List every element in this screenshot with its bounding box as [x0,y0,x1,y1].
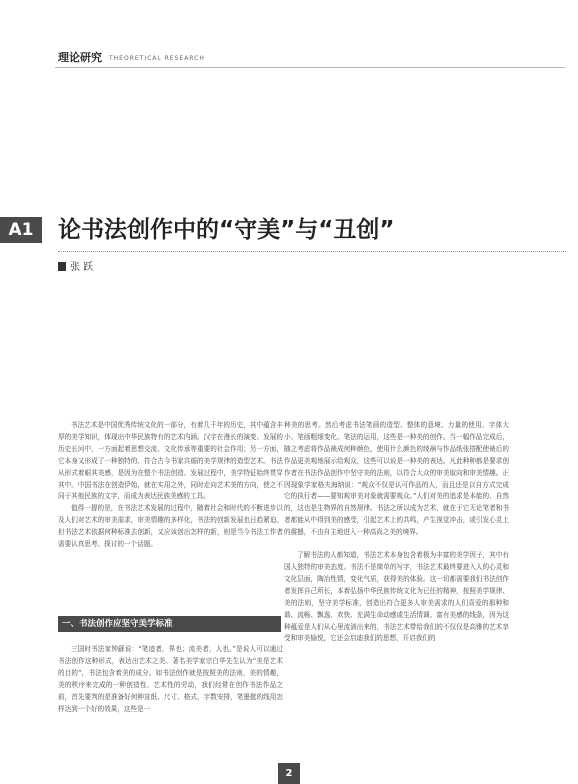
body-paragraph: 种美的思考。然后考虑书法笔画的造型、整体的意境、力量的使用、字体大小、笔画粗细变化、笔法的运用，这些是一种美的创作。当一幅作品完成后，随之考虑将作品裱成何种颜色，使用什么颜色的绫裥与作品纸张搭配使裱后的作品更美观地展示给观众，这些可以说是一种美的表达。凡此种种都是要求创作者在书法作品创作中坚守美的法则，以符合大众的审美取向和审美情趣。正因现象学家格夫海纳说：“观众不仅是认可作品的人，而且还是以自方式完成它的执行者——要知观审美对象就需要观众。”人们对美的追求是本能的、自然的，这也是生物界的自然规律。书法之所以成为艺术，就在于它无论笔者和书者都能从中得到美的感受，引起艺术上的共鸣，产生视觉冲击，或引发心灵上的震撼，不由自主地进入一种高尚之美的境界。 [284,421,509,537]
body-paragraph: 了解书法的人都知道，书法艺术本身包含着极为丰富的美学因子，其中有国人独特的审美态度。书法不是简单的写字，书法艺术最终要进入人的心灵和文化层面，陶冶性情，变化气质，获得美的体验。这一切都需要我们书法创作者发挥自己所长，本着弘扬中华民族传统文化为已任的精神，按照美学规律、美的法则，坚守美学标准，创造出符合更多人审美需求的人们喜爱的那种和谐、流畅、飘逸、欢快、充满生命动感或生活情调、富有美感的线条，因为这种蕴爱是人们从心里流淌出来的，书法艺术带给我们的不仅仅是高雅的艺术享受和审美愉悦，它还会启迪我们的思想，开启我们的 [284,551,509,643]
left-column [58,420,283,551]
body-paragraph: 书法艺术是中国优秀传统文化的一部分，有着几千年的历史，其中蕴含丰厚的美学知识，体现出中华民族特有的艺术内涵。汉字在漫长的演变、发展的历史长河中，一方面起着思想交流、文化传承等重要的社会作用；另一方面，它本身又形成了一种独特的、符合古今书家共循的美学规律的造型艺术。书法从形式着眼其美感，是因为在整个书法创造、发展过程中，美学特征始终贯穿其中。中国书法在创造伊始，就在实用之外，同时走向艺术美的方向，使之不同于其他民族的文字，而成为表达民族美感的工具。 [58,421,283,501]
header-subtitle: THEORETICAL RESEARCH [109,55,205,62]
author-name: 张 跃 [70,262,94,273]
body-paragraph: 三国时书法家钟繇说：“笔迹者，界也；流美者，人也。”是说人可以通过书法创作这种形式，表达出艺术之美。著名美学家宗白华先生认为“美是艺术的目的”，书法包含着美的成分。如书法创作就是按照美的法则，美的情趣，美的秩序来完成的一种创造性、艺术性的劳动，我们经常在创作书法作品之前，首先要判的是准备好何种宣纸、尺寸、格式，字数安排，笔墨挺的线用怎样达到一个好的效果，这些是一 [58,645,283,713]
article-badge: A1 [0,217,42,243]
right-column [284,420,509,645]
author-line [58,260,93,276]
header-title: 理论研究 [58,51,102,64]
author-marker-icon [58,262,66,271]
page-number: 2 [278,763,300,784]
title-divider [58,251,566,252]
left-column-section-body [58,644,283,715]
section-heading: 一、书法创作应坚守美学标准 [58,616,281,632]
article-title: 论书法创作中的“守美”与“丑创” [58,217,395,243]
body-paragraph: 值得一提的是，在书法艺术发展的过程中，随着社会和时代的不断进步以及人们对艺术的审美需求，审美情趣的多样化，书法的创新发展也日趋紧迫。但书法艺术依据何种标准去创新，又应该创出怎样的新，则是当今书法工作者需要认真思考、探讨的一个话题。 [58,504,283,549]
running-header [55,51,565,68]
paragraph-gap [284,539,509,550]
